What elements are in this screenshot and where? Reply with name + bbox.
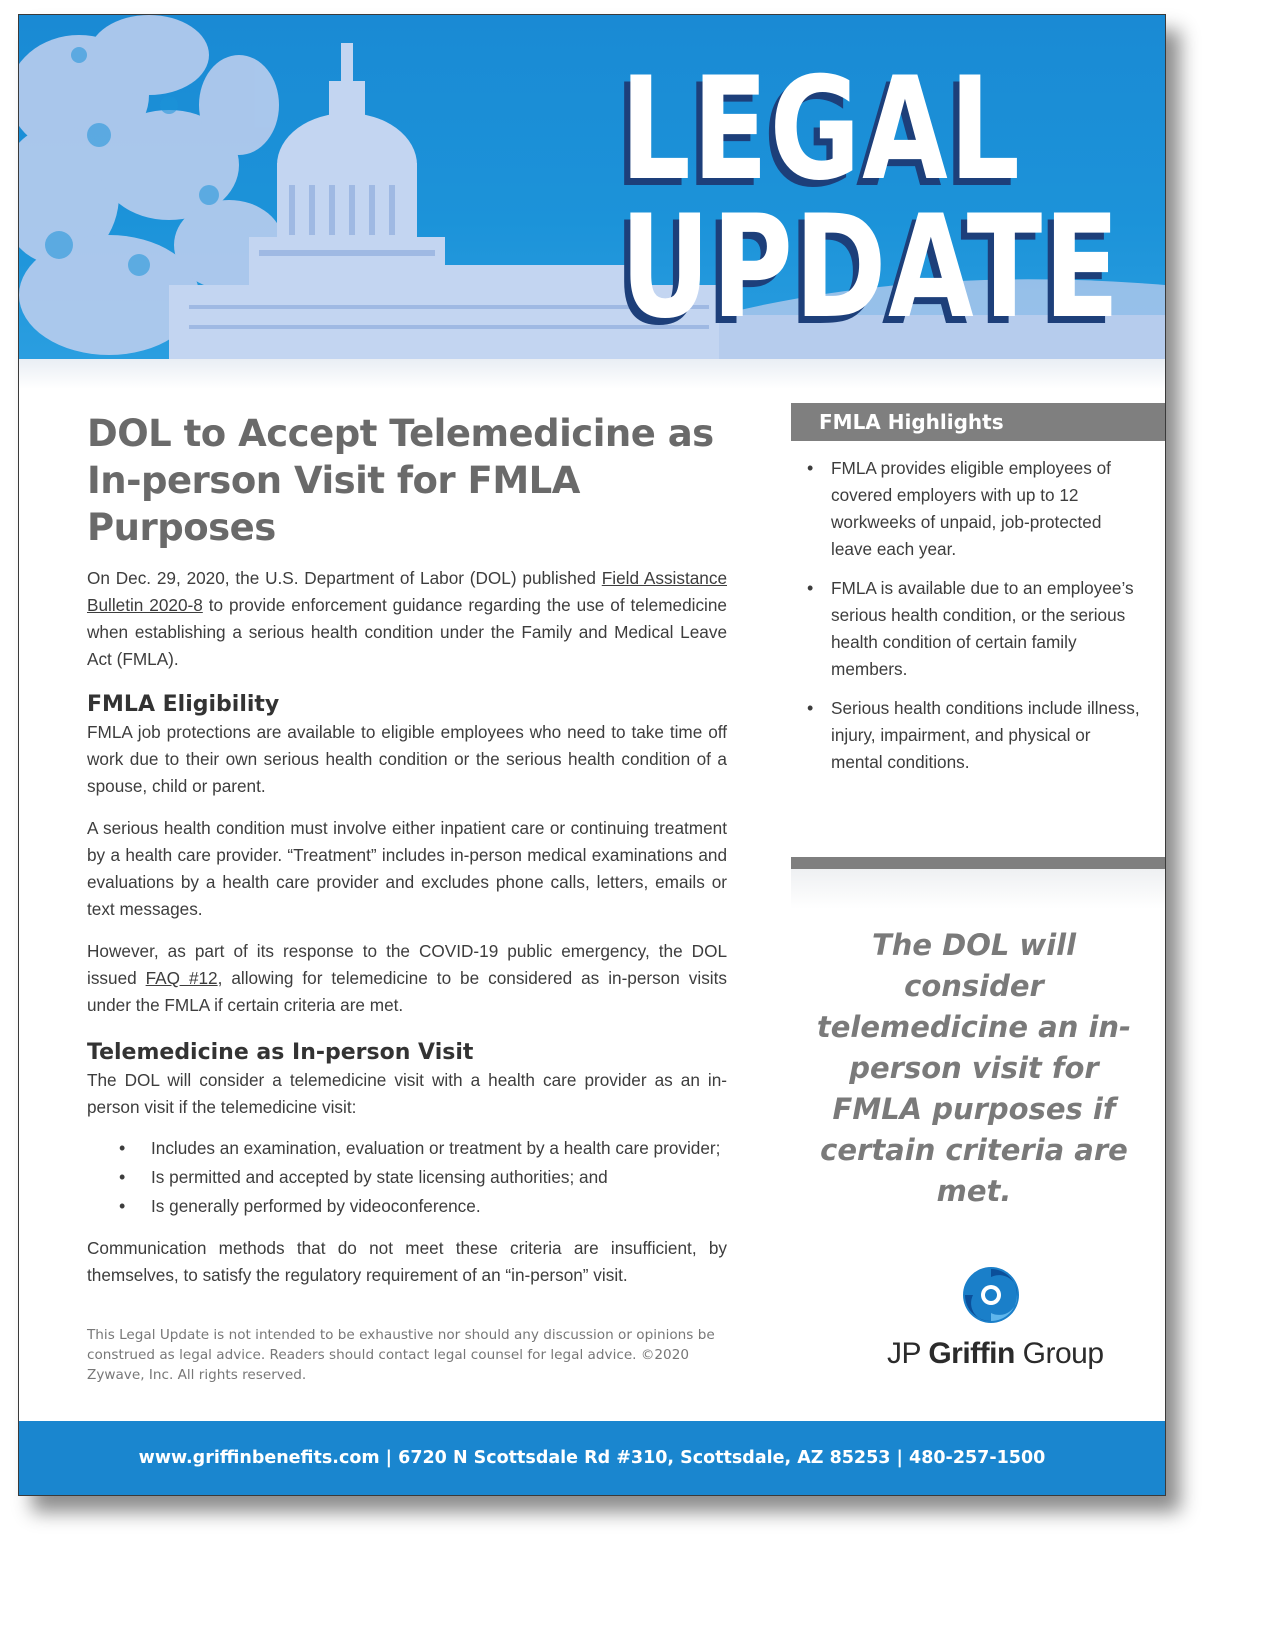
faq-12-link[interactable]: FAQ #12 (145, 968, 218, 988)
pull-quote: The DOL will consider telemedicine an in-person visit for FMLA purposes if certain criteria are met. (816, 928, 1132, 1208)
swirl-logo-icon (961, 1265, 1021, 1325)
list-item: • FMLA provides eligible employees of covered employers with up to 12 workweeks of unpaid, job-protected leave each year. (831, 455, 1145, 563)
intro-text-1: On Dec. 29, 2020, the U.S. Department of Labor (DOL) published (87, 568, 602, 588)
list-item: • Is permitted and accepted by state licensing authorities; and (151, 1164, 727, 1191)
banner-fade (19, 359, 1165, 389)
sidebar-divider (791, 857, 1165, 869)
telemedicine-paragraph-1: The DOL will consider a telemedicine visit with a health care provider as an in-person visit if the telemedicine visit: (87, 1070, 727, 1117)
eligibility-paragraph-2: A serious health condition must involve either inpatient care or continuing treatment by a health care provider. “Treatment” includes in-person medical examinations and evaluations by a health care provider and excludes phone calls, letters, emails or text messages. (87, 818, 727, 919)
list-item: • Includes an examination, evaluation or treatment by a health care provider; (151, 1135, 727, 1162)
p3-text-1: However, as part of its response to the COVID-19 public emergency, the DOL issued (87, 941, 727, 988)
banner-line-legal: LEGAL (620, 47, 1022, 212)
footer-bar (19, 1421, 1165, 1495)
sidebar-heading: FMLA Highlights (791, 403, 1165, 441)
header-banner (19, 15, 1165, 359)
highlights-list (791, 455, 1165, 776)
list-item: • Serious health conditions include illness, injury, impairment, and physical or mental conditions. (831, 695, 1145, 776)
banner-line-update: UPDATE (620, 185, 1121, 350)
telemedicine-paragraph-2: Communication methods that do not meet these criteria are insufficient, by themselves, to satisfy the regulatory requirement of an “in-person” visit. (87, 1238, 727, 1285)
eligibility-paragraph-3 (87, 938, 727, 1019)
section-heading-telemedicine: Telemedicine as In-person Visit (87, 1040, 474, 1065)
eligibility-paragraph-1: FMLA job protections are available to eligible employees who need to take time off work due to their own serious health condition or the serious health condition of a spouse, child or parent. (87, 722, 727, 796)
footer-contact: www.griffinbenefits.com | 6720 N Scottsdale Rd #310, Scottsdale, AZ 85253 | 480-257-1500 (138, 1448, 1046, 1468)
legal-update-title (620, 47, 1121, 350)
sidebar-fade (791, 869, 1165, 909)
list-item: • FMLA is available due to an employee’s serious health condition, or the serious health condition of certain family members. (831, 575, 1145, 683)
intro-paragraph (87, 565, 727, 673)
highlights-sidebar (791, 403, 1165, 788)
article-column (87, 410, 727, 1289)
criteria-list (87, 1135, 727, 1220)
disclaimer-text: This Legal Update is not intended to be exhaustive nor should any discussion or opinions be construed as legal advice. Readers should contact legal counsel for legal advice. ©2020 Zywave, Inc. All rights reserved. (87, 1327, 715, 1383)
list-item: • Is generally performed by videoconference. (151, 1193, 727, 1220)
p3-text-2: , allowing for telemedicine to be considered as in-person visits under the FMLA if certain criteria are met. (87, 968, 727, 1015)
article-title: DOL to Accept Telemedicine as In-person Visit for FMLA Purposes (87, 412, 714, 549)
field-assistance-bulletin-link[interactable]: Field Assistance Bulletin 2020-8 (87, 568, 727, 615)
document-page (18, 14, 1166, 1496)
company-logo-wordmark: JP Griffin Group (887, 1337, 1104, 1370)
intro-text-2: to provide enforcement guidance regarding the use of telemedicine when establishing a serious health condition under the Family and Medical Leave Act (FMLA). (87, 595, 727, 669)
company-logo (869, 1265, 1109, 1375)
section-heading-eligibility: FMLA Eligibility (87, 692, 280, 717)
